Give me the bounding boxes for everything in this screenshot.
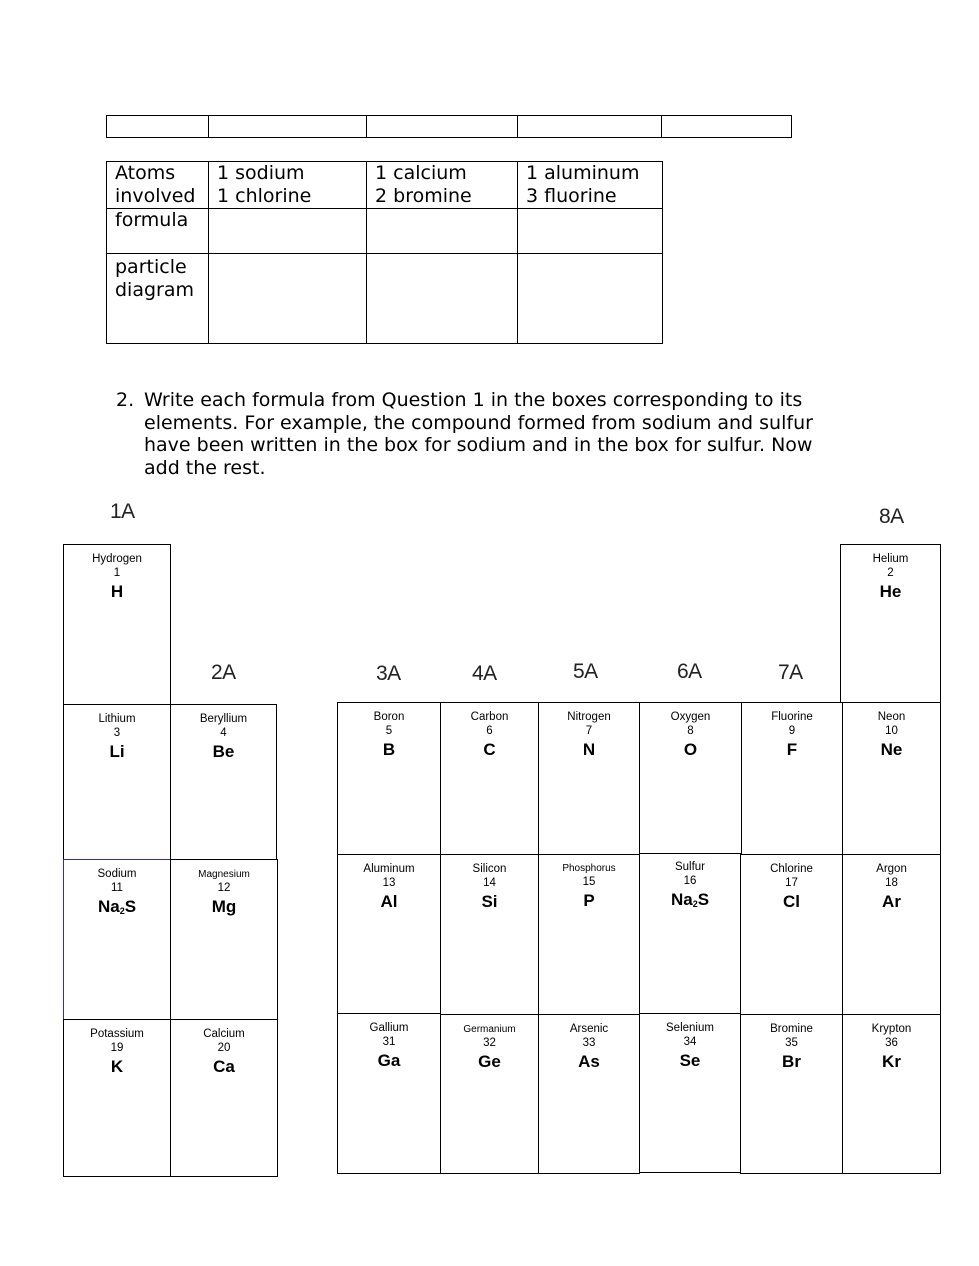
group-label-8a: 8A [879,505,904,528]
atomic-number: 11 [111,882,123,894]
atomic-number: 33 [582,1037,596,1049]
element-cell-magnesium[interactable] [170,859,278,1020]
blank-cell[interactable] [518,116,662,138]
element-cell-potassium[interactable] [63,1019,171,1177]
diagram-cell[interactable] [518,254,663,344]
blank-cell[interactable] [367,116,518,138]
atomic-number: 6 [486,725,493,737]
diagram-cell[interactable] [367,254,518,344]
atoms-cell: 1 sodium 1 chlorine [209,162,367,209]
element-name: Lithium [98,713,136,725]
atomic-number: 18 [885,877,898,889]
element-name: Sulfur [674,861,706,873]
group-label-5a: 5A [573,660,598,683]
atomic-number: 19 [110,1042,124,1054]
group-label-7a: 7A [778,661,803,684]
atomic-number: 4 [220,727,227,739]
blank-cell[interactable] [209,116,367,138]
blank-header-table [106,115,792,138]
element-name: Gallium [369,1022,409,1034]
element-cell-silicon[interactable] [440,854,539,1015]
diagram-cell[interactable] [209,254,367,344]
atomic-number: 35 [785,1037,798,1049]
element-name: Carbon [470,711,509,723]
element-symbol: F [786,740,798,759]
element-symbol: Ca [213,1057,235,1076]
element-symbol: Ga [377,1051,401,1070]
atomic-number: 36 [885,1037,898,1049]
element-name: Hydrogen [92,553,142,565]
element-cell-hydrogen[interactable] [63,544,171,705]
element-name: Potassium [90,1028,144,1040]
element-cell-krypton[interactable] [842,1014,941,1174]
atomic-number: 16 [683,875,697,887]
element-cell-chlorine[interactable] [740,854,843,1015]
compound-formula [640,889,740,915]
element-symbol: H [110,582,124,601]
element-name: Sodium [97,868,137,880]
element-symbol: Ge [478,1052,501,1071]
element-name: Calcium [203,1028,245,1040]
element-cell-argon[interactable] [842,854,941,1015]
question-2 [116,389,846,479]
element-name: Nitrogen [567,711,611,723]
element-name: Oxygen [670,711,711,723]
group-label-3a: 3A [376,662,401,685]
blank-cell[interactable] [107,116,209,138]
group-label-6a: 6A [677,660,702,683]
element-cell-sodium[interactable] [63,859,171,1020]
element-name: Beryllium [199,713,248,725]
atomic-number: 1 [113,567,121,579]
formula-tail: S [697,890,710,909]
formula-cell[interactable] [367,209,518,254]
atomic-number: 31 [382,1036,396,1048]
element-symbol: Mg [211,897,237,916]
element-name: Magnesium [198,869,250,880]
element-cell-nitrogen[interactable] [538,702,640,855]
atomic-number: 10 [885,725,898,737]
element-symbol: B [382,740,396,759]
element-name: Phosphorus [562,863,616,874]
question-text: Write each formula from Question 1 in the boxes corresponding to its elements. For example, the compound formed from sodium and sulfur have been written in the box for sodium and in the box for sulfur. Now add the rest. [144,389,813,479]
atomic-number: 14 [483,877,496,889]
atoms-cell: 1 calcium 2 bromine [367,162,518,209]
element-name: Chlorine [770,863,813,875]
question-number: 2. [116,389,135,411]
element-cell-germanium[interactable] [440,1014,539,1174]
element-cell-oxygen[interactable] [639,702,742,855]
element-symbol: Cl [783,892,800,911]
element-name: Boron [373,711,405,723]
element-cell-carbon[interactable] [440,702,539,855]
element-cell-neon[interactable] [842,702,941,855]
formula-subscript: 2 [119,906,125,916]
atomic-number: 32 [483,1037,496,1049]
element-name: Helium [872,553,909,565]
atomic-number: 20 [217,1042,231,1054]
row-label-atoms: Atoms involved [107,162,209,209]
element-symbol: He [879,582,902,601]
element-cell-beryllium[interactable] [170,704,277,860]
atomic-number: 15 [582,876,596,888]
atomic-number: 34 [683,1036,697,1048]
element-symbol: Ar [882,892,901,911]
element-symbol: P [583,891,595,910]
element-symbol: Si [481,892,498,911]
atomic-number: 8 [687,725,694,737]
element-cell-fluorine[interactable] [741,702,843,855]
element-cell-selenium[interactable] [639,1013,741,1173]
group-label-4a: 4A [472,662,497,685]
formula-cell[interactable] [518,209,663,254]
element-name: Bromine [770,1023,813,1035]
group-label-2a: 2A [211,661,236,684]
atomic-number: 5 [385,725,393,737]
element-name: Silicon [472,863,507,875]
element-name: Neon [877,711,906,723]
element-name: Selenium [666,1022,714,1034]
row-label-diagram: particle diagram [107,254,209,344]
atomic-number: 9 [788,725,796,737]
element-cell-bromine[interactable] [740,1014,843,1174]
atoms-formula-table [106,161,663,344]
element-symbol: N [582,740,596,759]
element-cell-phosphorus[interactable] [538,854,640,1015]
formula-tail: S [124,897,137,916]
formula-symbol: Na [670,890,693,909]
element-symbol: Be [212,742,235,761]
element-name: Fluorine [771,711,813,723]
element-cell-boron[interactable] [337,702,441,855]
element-symbol: C [483,740,496,759]
atomic-number: 17 [785,877,798,889]
element-name: Argon [876,863,907,875]
compound-formula [64,896,170,922]
blank-cell[interactable] [662,116,792,138]
element-symbol: O [683,740,698,759]
element-name: Germanium [463,1024,516,1035]
atomic-number: 2 [887,567,894,579]
atomic-number: 3 [113,727,121,739]
formula-symbol: Na [97,897,120,916]
element-name: Krypton [871,1023,912,1035]
element-symbol: Br [782,1052,801,1071]
element-cell-arsenic[interactable] [538,1014,640,1174]
element-name: Aluminum [363,863,415,875]
element-symbol: Li [109,742,125,761]
element-symbol: As [578,1052,600,1071]
element-cell-helium[interactable] [840,544,941,704]
atomic-number: 7 [585,725,593,737]
element-name: Arsenic [569,1023,609,1035]
element-cell-sulfur[interactable] [639,853,741,1014]
element-symbol: K [110,1057,124,1076]
element-cell-gallium[interactable] [337,1013,441,1174]
element-symbol: Ne [880,740,903,759]
row-label-formula: formula [107,209,209,254]
element-cell-calcium[interactable] [170,1019,278,1177]
atomic-number: 13 [382,877,396,889]
element-cell-lithium[interactable] [63,704,171,860]
element-symbol: Al [380,892,398,911]
formula-cell[interactable] [209,209,367,254]
atomic-number: 12 [217,882,231,894]
atoms-cell: 1 aluminum 3 fluorine [518,162,663,209]
element-symbol: Se [679,1051,701,1070]
element-symbol: Kr [882,1052,901,1071]
group-label-1a: 1A [110,500,135,523]
formula-subscript: 2 [692,899,698,909]
element-cell-aluminum[interactable] [337,854,441,1015]
